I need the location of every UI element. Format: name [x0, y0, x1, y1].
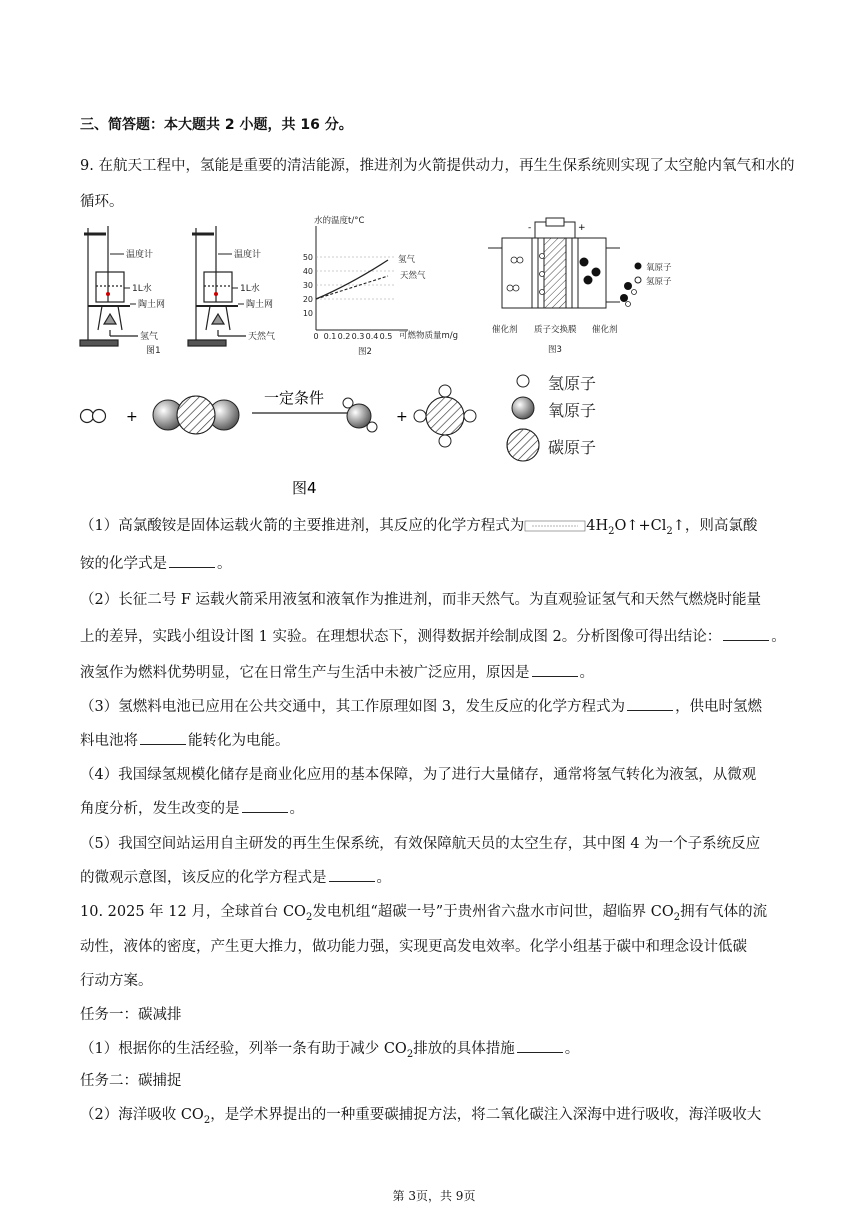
section-title: 三、简答题：本大题共 2 小题，共 16 分。	[80, 117, 353, 133]
molecule-h2	[81, 410, 106, 423]
fig2-caption: 图2	[358, 347, 372, 357]
fig2-xtick: 0.4	[365, 332, 379, 341]
fig2-line-hydrogen	[316, 260, 388, 299]
fig2-legend-hydrogen: 氢气	[398, 255, 416, 265]
molecule-ch4	[414, 385, 476, 447]
q9-part-3-line-2: 料电池将 能转化为电能。	[80, 730, 795, 751]
fig1-gauze-label-a: 陶土网	[138, 300, 166, 310]
fig1-thermometer-label-b: 温度计	[234, 250, 262, 260]
fig2-legend-natural-gas: 天然气	[400, 271, 426, 281]
fig2-xtick: 0	[313, 332, 319, 341]
fig1-gas-b: 天然气	[248, 332, 276, 342]
answer-blank[interactable]	[242, 798, 288, 813]
q10-task-2: 任务二：碳捕捉	[80, 1073, 182, 1089]
fig1-water-label-b: 1L水	[240, 284, 260, 294]
fig4-plus-2: +	[396, 409, 408, 425]
fig2-xtick: 0.5	[379, 332, 393, 341]
fig2-xtick: 0.2	[337, 332, 351, 341]
fig2-ytick: 50	[302, 253, 313, 262]
fig3-catalyst-right: 催化剂	[592, 325, 618, 335]
fig1-gauze-label-b: 陶土网	[246, 300, 274, 310]
fig1-water-label-a: 1L水	[132, 284, 152, 294]
fig3-plus: +	[578, 223, 586, 233]
q9-part-2-line-2: 上的差异，实践小组设计图 1 实验。在理想状态下，测得数据并绘制成图 2。分析图像可得出结论： 。	[80, 626, 795, 647]
q9-part-3-line-1: （3）氢燃料电池已应用在公共交通中，其工作原理如图 3，发生反应的化学方程式为 ，供电时氢燃	[80, 696, 795, 717]
fig4-condition: 一定条件	[264, 389, 325, 407]
fig1-thermometer-label-a: 温度计	[126, 250, 154, 260]
q9-part-1-line-1: （1）高氯酸铵是固体运载火箭的主要推进剂，其反应的化学方程式为 $4H_2O↑+Cl_2↑$，则高氯酸	[80, 518, 758, 537]
fig4-legend-h-icon	[517, 375, 529, 387]
q10-part-2: （2）海洋吸收 $CO_2$，是学术界提出的一种重要碳捕捉方法，将二氧化碳注入深海中进行吸收，海洋吸收大	[80, 1107, 762, 1126]
fig4-legend-h: 氢原子	[548, 374, 597, 393]
q9-part-1-line-2: 铵的化学式是 。	[80, 553, 795, 574]
q9-part-4-line-1: （4）我国绿氢规模化储存是商业化应用的基本保障，为了进行大量储存，通常将氢气转化为液氢，从微观	[80, 767, 757, 783]
fig3-catalyst-left: 催化剂	[492, 325, 518, 335]
q10-stem-line-1: 10. 2025 年 12 月，全球首台 $CO_2$发电机组“超碳一号”于贵州省六盘水市问世，超临界 $CO_2$拥有气体的流	[80, 904, 768, 923]
fig3-legend-o: 氧原子	[646, 263, 672, 273]
q10-stem-line-3: 行动方案。	[80, 973, 153, 989]
answer-blank[interactable]	[532, 662, 578, 677]
q9-stem: 9. 在航天工程中，氢能是重要的清洁能源，推进剂为火箭提供动力，再生生保系统则实现了太空舱内氧气和水的循环。	[80, 158, 795, 210]
fig3-legend-h-icon	[635, 277, 641, 283]
q9-part-5-line-2: 的微观示意图，该反应的化学方程式是 。	[80, 867, 795, 888]
fig2-xtick: 0.3	[351, 332, 365, 341]
fig4-legend-o-icon	[512, 397, 534, 419]
fig3-membrane: 质子交换膜	[534, 325, 577, 335]
fig1-caption: 图1	[146, 346, 161, 356]
fig3-legend-h: 氢原子	[646, 277, 672, 287]
molecule-h2o	[343, 398, 377, 432]
fig2-ytick: 30	[302, 281, 313, 290]
fig1-gas-a: 氢气	[140, 332, 159, 342]
molecule-co2	[153, 396, 239, 434]
q9-part-2-line-3: 液氢作为燃料优势明显，它在日常生产与生活中未被广泛应用，原因是 。	[80, 662, 795, 683]
answer-blank[interactable]	[627, 696, 673, 711]
apparatus-a	[80, 226, 138, 346]
fig3-minus: -	[528, 223, 532, 233]
figure-1	[78, 222, 288, 357]
fig2-ylabel: 水的温度t/°C	[314, 216, 365, 226]
figure-3	[488, 216, 688, 357]
q9-part-4-line-2: 角度分析，发生改变的是 。	[80, 798, 795, 819]
fig4-legend-c: 碳原子	[548, 438, 597, 457]
fig2-xlabel: 可燃物质量m/g	[399, 331, 459, 341]
fig2-ytick: 40	[302, 267, 313, 276]
fig2-ytick: 10	[302, 309, 313, 318]
fig2-ytick: 20	[302, 295, 313, 304]
equation-image	[524, 519, 586, 533]
q10-task-1: 任务一：碳减排	[80, 1007, 182, 1023]
answer-blank[interactable]	[723, 626, 769, 641]
answer-blank[interactable]	[517, 1038, 563, 1053]
q9-part-5-line-1: （5）我国空间站运用自主研发的再生生保系统，有效保障航天员的太空生存，其中图 4 为一个子系统反应	[80, 836, 761, 852]
fig4-plus-1: +	[126, 409, 138, 425]
q10-part-1: （1）根据你的生活经验，列举一条有助于减少 $CO_2$排放的具体措施 。	[80, 1038, 795, 1065]
figure-4	[78, 365, 618, 500]
fig2-line-natural-gas	[316, 276, 388, 299]
fig3-caption: 图3	[548, 345, 562, 355]
fig4-legend-o: 氧原子	[548, 401, 597, 420]
figure-2	[296, 212, 486, 357]
answer-blank[interactable]	[329, 867, 375, 882]
fig3-legend-o-icon	[635, 263, 642, 270]
q10-stem-line-2: 动性，液体的密度，产生更大推力，做功能力强，实现更高发电效率。化学小组基于碳中和理念设计低碳	[80, 939, 747, 955]
answer-blank[interactable]	[140, 730, 186, 745]
fig4-legend-c-icon	[507, 429, 539, 461]
fig4-caption: 图4	[292, 479, 317, 497]
answer-blank[interactable]	[169, 553, 215, 568]
apparatus-b	[188, 226, 246, 346]
fig2-xtick: 0.1	[323, 332, 337, 341]
q9-part-2-line-1: （2）长征二号 F 运载火箭采用液氢和液氧作为推进剂，而非天然气。为直观验证氢气和天然气燃烧时能量	[80, 592, 762, 608]
page-footer: 第 3页，共 9页	[392, 1189, 476, 1203]
